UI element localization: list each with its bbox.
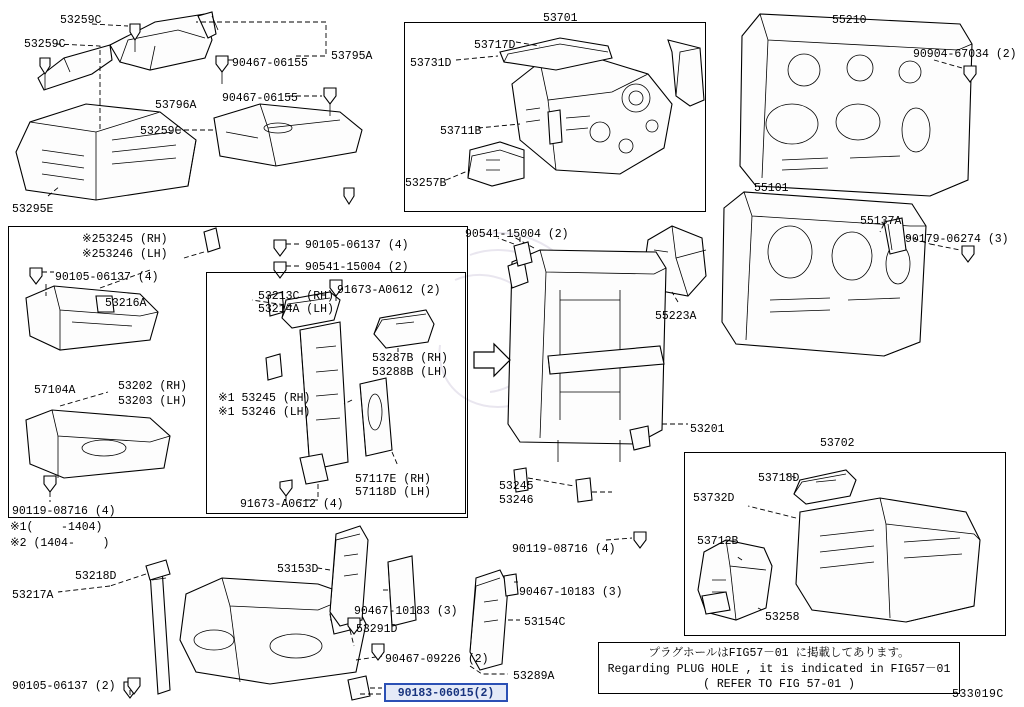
part-label[interactable]: 53796A bbox=[155, 99, 197, 112]
part-label[interactable]: 53245 bbox=[499, 480, 534, 493]
footnote-1: ※1( -1404) bbox=[10, 521, 103, 534]
part-label[interactable]: ※1 53246 (LH) bbox=[218, 406, 311, 419]
part-label[interactable]: 57104A bbox=[34, 384, 76, 397]
part-label[interactable]: 53289A bbox=[513, 670, 555, 683]
part-label[interactable]: 53259C bbox=[60, 14, 102, 27]
part-label[interactable]: ※253246 (LH) bbox=[82, 248, 168, 261]
art-arrow-right bbox=[474, 344, 510, 376]
part-label[interactable]: 90904-67034 (2) bbox=[913, 48, 1017, 61]
part-label[interactable]: 53203 (LH) bbox=[118, 395, 188, 408]
part-label[interactable]: 53259C bbox=[24, 38, 66, 51]
part-label[interactable]: 57118D (LH) bbox=[355, 486, 431, 499]
part-label[interactable]: 53258 bbox=[765, 611, 800, 624]
part-label[interactable]: 53717D bbox=[474, 39, 516, 52]
part-label[interactable]: 53702 bbox=[820, 437, 855, 450]
part-label[interactable]: 90467-06155 bbox=[222, 92, 298, 105]
plug-hole-note-ref: ( REFER TO FIG 57-01 ) bbox=[703, 678, 855, 692]
part-label[interactable]: 53257B bbox=[405, 177, 447, 190]
part-label[interactable]: 90105-06137 (2) bbox=[12, 680, 116, 693]
art-53796A-duct bbox=[214, 104, 362, 166]
highlighted-part-label[interactable]: 90183-06015(2) bbox=[384, 683, 508, 702]
part-label[interactable]: 90119-08716 (4) bbox=[12, 505, 116, 518]
part-label[interactable]: 90105-06137 (4) bbox=[55, 271, 159, 284]
plug-hole-note bbox=[598, 642, 960, 694]
part-label[interactable]: 53712B bbox=[697, 535, 739, 548]
part-label[interactable]: 53201 bbox=[690, 423, 725, 436]
plug-hole-note-jp: プラグホールはFIG57－01 に掲載してあります。 bbox=[648, 647, 910, 660]
part-label[interactable]: ※253245 (RH) bbox=[82, 233, 168, 246]
art-53201-support-assembly bbox=[508, 236, 688, 502]
part-label[interactable]: 90467-10183 (3) bbox=[354, 605, 458, 618]
art-53295E-lower-cover bbox=[16, 104, 196, 200]
part-label[interactable]: 53718D bbox=[758, 472, 800, 485]
part-label[interactable]: 90467-10183 (3) bbox=[519, 586, 623, 599]
part-label[interactable]: 53217A bbox=[12, 589, 54, 602]
plug-hole-note-en: Regarding PLUG HOLE , it is indicated in FIG57－01 bbox=[607, 662, 951, 676]
part-label[interactable]: 91673-A0612 (2) bbox=[337, 284, 441, 297]
part-label[interactable]: 53216A bbox=[105, 297, 147, 310]
part-label[interactable]: 53218D bbox=[75, 570, 117, 583]
part-label[interactable]: ※1 53245 (RH) bbox=[218, 392, 311, 405]
part-label[interactable]: 90541-15004 (2) bbox=[465, 228, 569, 241]
part-label[interactable]: 90467-09226 (2) bbox=[385, 653, 489, 666]
drawing-number: 533019C bbox=[952, 688, 1004, 701]
part-label[interactable]: 55223A bbox=[655, 310, 697, 323]
part-label[interactable]: 53153D bbox=[277, 563, 319, 576]
part-label[interactable]: 53287B (RH) bbox=[372, 352, 448, 365]
part-label[interactable]: 55210 bbox=[832, 14, 867, 27]
footnote-2: ※2 (1404- ) bbox=[10, 537, 110, 550]
part-label[interactable]: 90105-06137 (4) bbox=[305, 239, 409, 252]
part-label[interactable]: 53214A (LH) bbox=[258, 303, 334, 316]
part-label[interactable]: 91673-A0612 (4) bbox=[240, 498, 344, 511]
frame-53701 bbox=[404, 22, 706, 212]
part-label[interactable]: 53246 bbox=[499, 494, 534, 507]
part-label[interactable]: 53259C bbox=[140, 125, 182, 138]
part-label[interactable]: 57117E (RH) bbox=[355, 473, 431, 486]
part-label[interactable]: 53291D bbox=[356, 623, 398, 636]
part-label[interactable]: 90467-06155 bbox=[232, 57, 308, 70]
part-label[interactable]: 53731D bbox=[410, 57, 452, 70]
part-label[interactable]: 53154C bbox=[524, 616, 566, 629]
part-label[interactable]: 53711B bbox=[440, 125, 482, 138]
part-label[interactable]: 53295E bbox=[12, 203, 54, 216]
part-label[interactable]: 53795A bbox=[331, 50, 373, 63]
part-label[interactable]: 53213C (RH) bbox=[258, 290, 334, 303]
part-label[interactable]: 53288B (LH) bbox=[372, 366, 448, 379]
part-label[interactable]: 53732D bbox=[693, 492, 735, 505]
part-label[interactable]: 55137A bbox=[860, 215, 902, 228]
part-label[interactable]: 53202 (RH) bbox=[118, 380, 188, 393]
part-label[interactable]: 90179-06274 (3) bbox=[905, 233, 1009, 246]
part-label[interactable]: 90541-15004 (2) bbox=[305, 261, 409, 274]
part-label[interactable]: 90119-08716 (4) bbox=[512, 543, 616, 556]
art-55210-dash-panel bbox=[740, 14, 972, 196]
part-label[interactable]: 53701 bbox=[543, 12, 578, 25]
part-label[interactable]: 55101 bbox=[754, 182, 789, 195]
